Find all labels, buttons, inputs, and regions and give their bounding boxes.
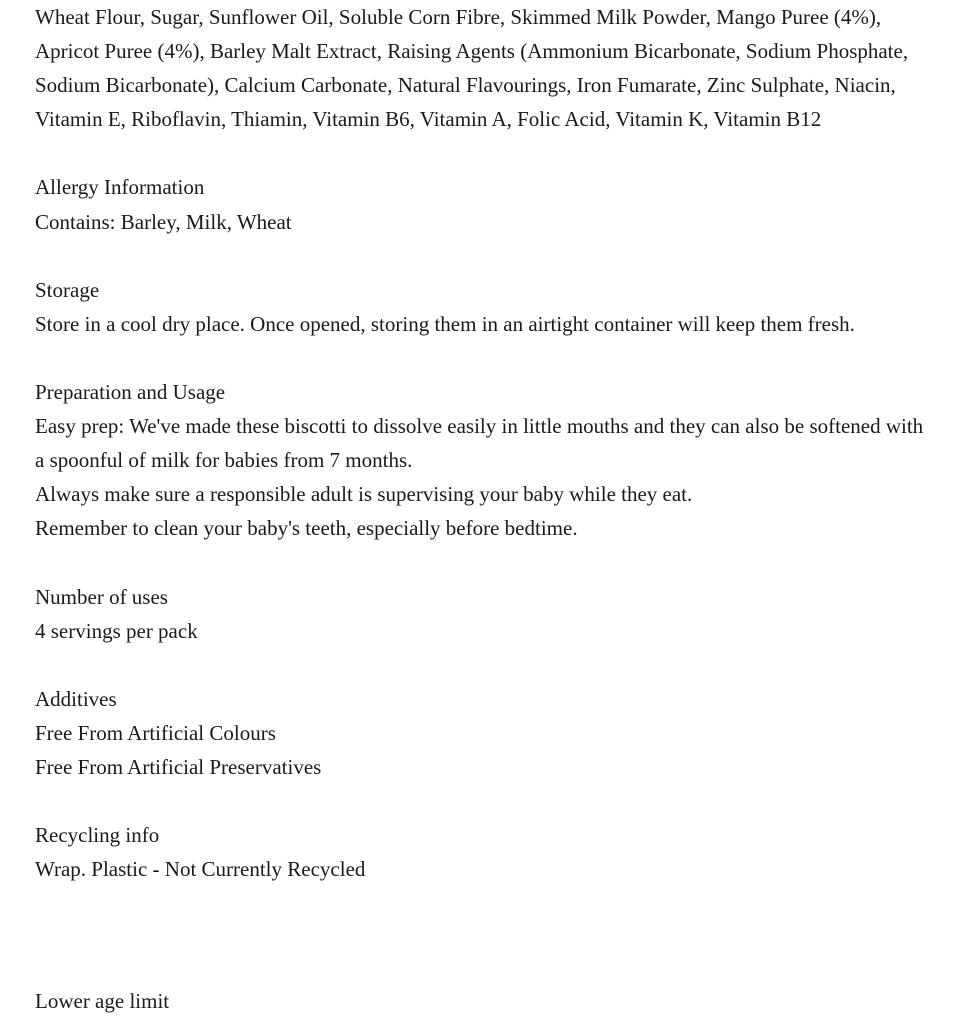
preparation-line-1: Easy prep: We've made these biscotti to dissolve easily in little mouths and they can also be softened with a spoonful of milk for babies from 7 months.: [35, 414, 924, 473]
storage-heading: Storage: [35, 277, 100, 302]
allergy-heading: Allergy Information: [35, 175, 205, 200]
next-section-heading: Lower age limit: [35, 989, 170, 1013]
additives-section: [35, 682, 935, 784]
ingredients-section: [35, 0, 935, 136]
uses-heading: Number of uses: [35, 584, 168, 609]
next-section-heading-cutoff: [35, 984, 170, 1013]
ingredients-text: Wheat Flour, Sugar, Sunflower Oil, Soluble Corn Fibre, Skimmed Milk Powder, Mango Puree (4%), Apricot Puree (4%), Barley Malt Extract, Raising Agents (Ammonium Bicarbonate, Sodium Phosphate, Sodium Bicarbonate), Calcium Carbonate, Natural Flavourings, Iron Fumarate, Zinc Sulphate, Niacin, Vitamin E, Riboflavin, Thiamin, Vitamin B6, Vitamin A, Folic Acid, Vitamin K, Vitamin B12: [35, 5, 909, 132]
recycling-section: [35, 818, 935, 886]
allergy-text: Contains: Barley, Milk, Wheat: [35, 209, 292, 234]
storage-text: Store in a cool dry place. Once opened, storing them in an airtight container will keep them fresh.: [35, 311, 855, 336]
allergy-section: [35, 170, 935, 238]
additives-heading: Additives: [35, 686, 117, 711]
preparation-line-3: Remember to clean your baby's teeth, especially before bedtime.: [35, 516, 578, 541]
product-information-document: [35, 0, 935, 921]
additives-line-2: Free From Artificial Preservatives: [35, 755, 322, 780]
recycling-text: Wrap. Plastic - Not Currently Recycled: [35, 857, 366, 882]
preparation-section: [35, 375, 935, 545]
additives-line-1: Free From Artificial Colours: [35, 720, 276, 745]
uses-text: 4 servings per pack: [35, 618, 198, 643]
storage-section: [35, 273, 935, 341]
uses-section: [35, 580, 935, 648]
recycling-heading: Recycling info: [35, 823, 160, 848]
preparation-heading: Preparation and Usage: [35, 380, 226, 405]
preparation-line-2: Always make sure a responsible adult is supervising your baby while they eat.: [35, 482, 693, 507]
